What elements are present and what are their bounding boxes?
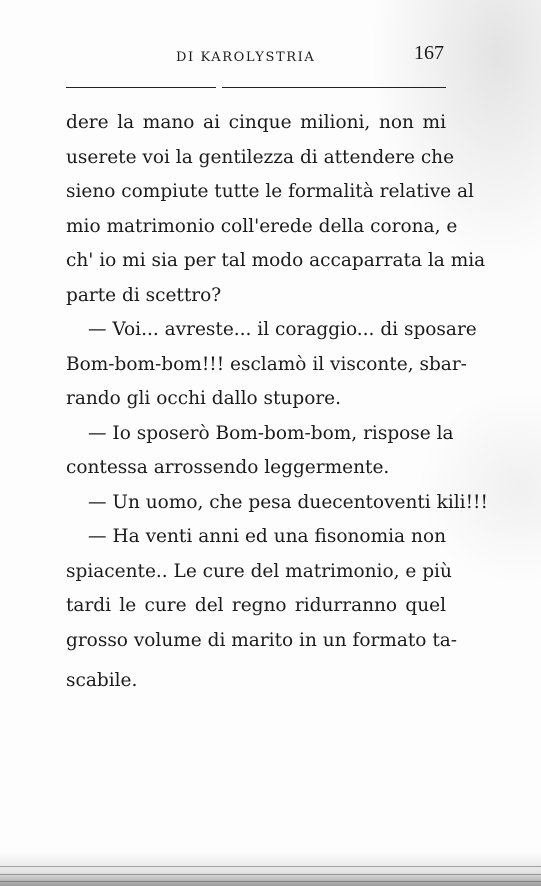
text-line: ch' io mi sia per tal modo accaparrata la mia [66, 250, 486, 271]
running-title: DI KAROLYSTRIA [176, 50, 316, 65]
text-line: mio matrimonio coll'erede della corona, e [66, 215, 458, 237]
header-rule [66, 87, 446, 89]
text-line: — Voi... avreste... il coraggio... di sposare [88, 319, 477, 340]
text-line: — Ha venti anni ed una fisonomia non [88, 526, 446, 547]
text-line: parte di scettro? [66, 284, 222, 306]
text-line: userete voi la gentilezza di attendere che [66, 146, 455, 168]
header-rule-right [222, 87, 446, 88]
text-line: dere la mano ai cinque milioni, non mi [66, 112, 446, 133]
edge-streak [0, 881, 541, 882]
text-line: grosso volume di marito in un formato ta- [66, 629, 458, 651]
text-line: contessa arrossendo leggermente. [66, 457, 390, 478]
page-number: 167 [414, 42, 444, 64]
text-line: tardi le cure del regno ridurranno quel [66, 595, 446, 616]
text-line: — Un uomo, che pesa duecentoventi kili!!! [88, 491, 488, 513]
page-bottom-edge [0, 852, 541, 886]
text-line: Bom-bom-bom!!! esclamò il visconte, sbar- [66, 353, 467, 375]
running-head [66, 42, 444, 72]
text-line: sieno compiute tutte le formalità relative al [66, 181, 474, 202]
edge-streak [0, 866, 541, 867]
text-line: spiacente.. Le cure del matrimonio, e più [66, 560, 452, 582]
edge-streak [0, 874, 541, 875]
body-text [66, 106, 488, 699]
text-line: rando gli occhi dallo stupore. [66, 388, 341, 409]
text-line: scabile. [66, 670, 138, 691]
header-rule-left [66, 87, 216, 88]
text-line: — Io sposerò Bom-bom-bom, rispose la [88, 422, 454, 444]
